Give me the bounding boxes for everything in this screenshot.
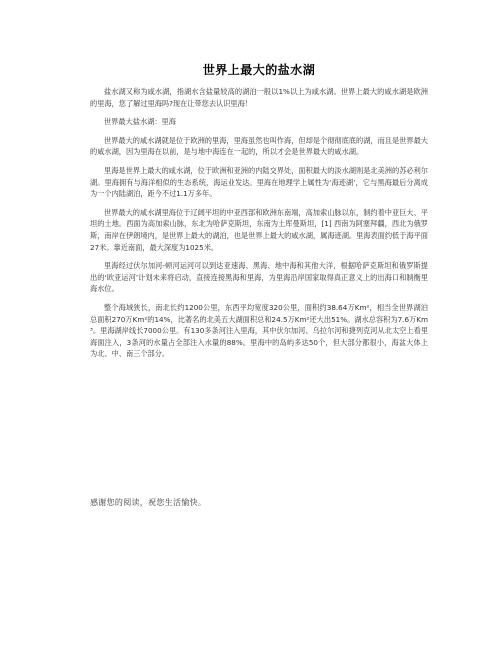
intro-paragraph: 盐水湖又称为咸水湖，指湖水含盐量较高的湖泊一般以1%以上为咸水湖。世界上最大的咸水湖是欧洲的里海，您了解过里海吗?现在让带您去认识里海！ [90, 87, 428, 108]
body-paragraph: 整个海域狭长，南北长约1200公里，东西平均宽度320公里，面积约38.64万Km²，相当全世界湖泊总面积270万Km²的14%，比著名的北美五大湖面积总和24.5万Km²还大出51%。湖水总容积为7.6万Km³。里海湖岸线长7000公里。有130多条河注入里海，其中伏尔加河、乌拉尔河和捷列克河从北太空上看里海面注入，3条河的水量占全部注入水量的88%。里海中的岛屿多达50个，但大部分都很小，海盆大体上为北、中、南三个部分。 [90, 302, 428, 359]
body-paragraph: 世界最大的咸水湖就是位于欧洲的里海，里海虽然也叫作海，但却是个彻彻底底的湖，而且是世界最大的咸水湖，因为里海在以前，是与地中海连在一起的，所以才会是世界最大的咸水湖。 [90, 135, 428, 157]
document-title: 世界上最大的盐水湖 [202, 63, 316, 77]
body-paragraph: 里海是世界上最大的咸水湖，位于欧洲和亚洲的内陆交界处，面积最大的淡水湖则是北美洲的苏必利尔湖。里海拥有与海洋相似的生态系统，海运业发达。里海在地理学上属性为‘海迹湖’，它与黑海最后分离成为一个内陆湖泊，距今不过1.1万多年。 [90, 165, 428, 199]
body-paragraph: 世界最大的咸水湖里海位于辽阔平坦的中亚西部和欧洲东南端，高加索山脉以东，制约着中亚巨大、平坦的土地。西面为高加索山脉，东北为哈萨克斯坦，东南为土库曼斯坦，[1] 西南为阿塞拜疆，西北为俄罗斯，南岸在伊朗境内，是世界上最大的湖泊，也是世界上最大的咸水湖，属海迹湖。里海表面约低于海平面27米。靠近南面，最大深度为1025米。 [90, 207, 428, 252]
closing-note: 感谢您的阅读，祝您生活愉快。 [90, 498, 207, 507]
body-paragraph: 里海经过伏尔加河-顿河运河可以到达亚速海、黑海、地中海和其他大洋，根据哈萨克斯坦和俄罗斯提出的‘欧亚运河’计划未来将启动，直接连接黑海和里海，为里海沿岸国家取得真正意义上的出海口和制衡里海水位。 [90, 261, 428, 294]
document-body [90, 86, 428, 360]
section-heading: 世界最大盐水湖：里海 [104, 117, 176, 127]
